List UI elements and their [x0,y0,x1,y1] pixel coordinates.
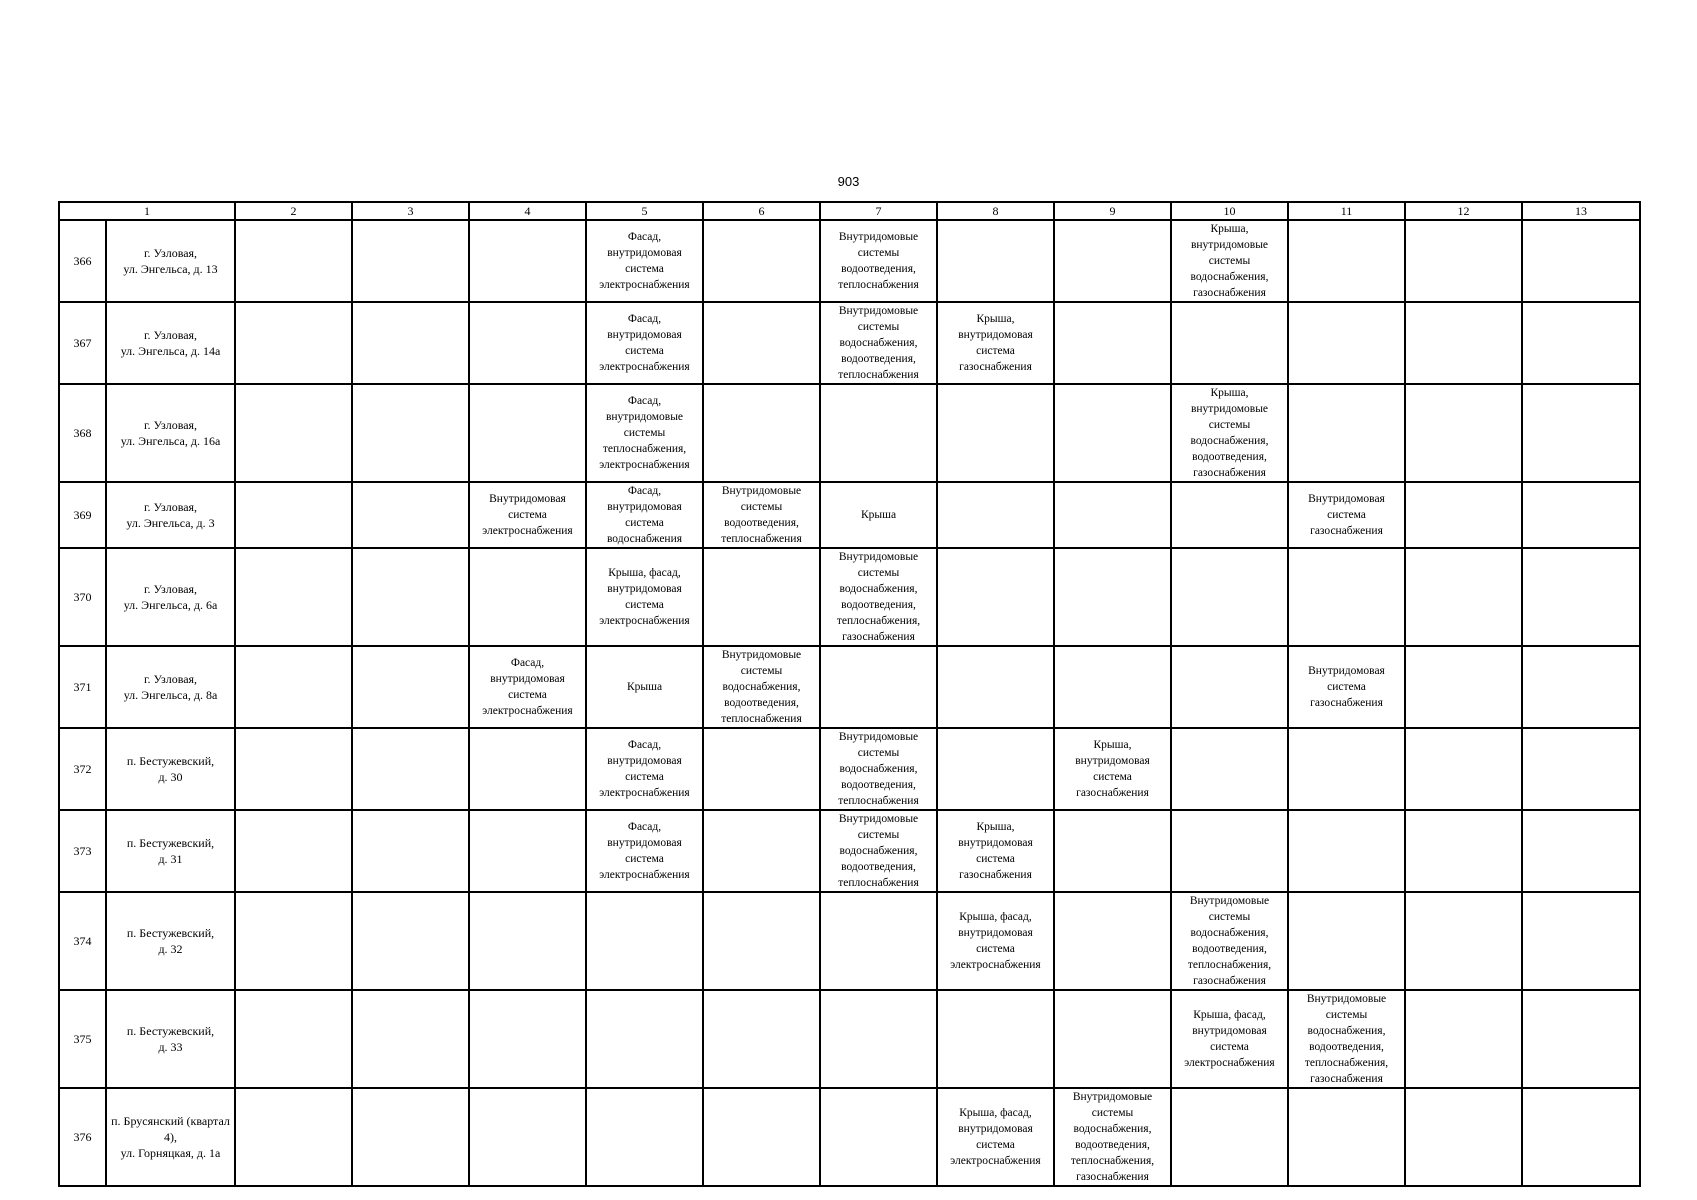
work-cell: Внутридомовые системы водоснабжения, водоотведения, теплоснабжения, газоснабжения [820,548,937,646]
column-header: 1 [59,202,235,220]
work-cell: Фасад, внутридомовая система электроснабжения [586,728,703,810]
work-cell [1405,990,1522,1088]
work-cell: Внутридомовые системы водоснабжения, водоотведения, теплоснабжения [820,302,937,384]
table-row [59,548,1640,646]
work-cell: Фасад, внутридомовая система электроснабжения [586,220,703,302]
work-cell [352,728,469,810]
work-cell [1288,384,1405,482]
work-cell: Крыша, фасад, внутридомовая система электроснабжения [937,1088,1054,1186]
work-cell [235,990,352,1088]
table-row [59,384,1640,482]
work-cell [1522,892,1640,990]
work-cell [1405,220,1522,302]
work-cell [352,384,469,482]
work-cell [1171,482,1288,548]
work-cell [1522,728,1640,810]
work-cell: Фасад, внутридомовая система электроснабжения [586,810,703,892]
address-cell: г. Узловая, ул. Энгельса, д. 13 [106,220,235,302]
work-cell [820,990,937,1088]
work-cell [703,220,820,302]
work-cell [235,548,352,646]
column-header: 5 [586,202,703,220]
work-cell [469,220,586,302]
row-number: 373 [59,810,106,892]
work-cell [937,220,1054,302]
work-cell: Внутридомовые системы водоснабжения, водоотведения, теплоснабжения [703,646,820,728]
work-cell [235,302,352,384]
table-row [59,302,1640,384]
work-cell [1405,302,1522,384]
work-cell: Внутридомовая система газоснабжения [1288,482,1405,548]
work-cell [235,892,352,990]
work-cell [469,728,586,810]
work-cell [1054,302,1171,384]
row-number: 370 [59,548,106,646]
work-cell: Крыша [586,646,703,728]
work-cell: Внутридомовые системы водоотведения, теплоснабжения [820,220,937,302]
work-cell [1522,548,1640,646]
work-cell [1171,810,1288,892]
column-header: 13 [1522,202,1640,220]
work-cell [1522,482,1640,548]
work-cell: Внутридомовые системы водоснабжения, водоотведения, теплоснабжения, газоснабжения [1171,892,1288,990]
work-cell [469,810,586,892]
work-cell [1405,646,1522,728]
row-number: 367 [59,302,106,384]
work-cell: Крыша, фасад, внутридомовая система электроснабжения [586,548,703,646]
capital-repair-table [58,201,1641,1187]
work-cell [1288,1088,1405,1186]
column-header: 11 [1288,202,1405,220]
work-cell [1171,302,1288,384]
address-cell: п. Бестужевский, д. 31 [106,810,235,892]
work-cell [937,646,1054,728]
work-cell [1054,384,1171,482]
work-cell [469,990,586,1088]
work-cell [469,548,586,646]
address-cell: п. Брусянский (квартал 4), ул. Горняцкая, д. 1а [106,1088,235,1186]
work-cell: Крыша, внутридомовые системы водоснабжения, газоснабжения [1171,220,1288,302]
work-cell [1405,1088,1522,1186]
work-cell [1405,892,1522,990]
work-cell [1171,728,1288,810]
work-cell [937,548,1054,646]
column-header: 7 [820,202,937,220]
work-cell [235,728,352,810]
work-cell [820,646,937,728]
work-cell [586,892,703,990]
work-cell [703,1088,820,1186]
work-cell [1054,892,1171,990]
work-cell: Внутридомовые системы водоотведения, теплоснабжения [703,482,820,548]
row-number: 375 [59,990,106,1088]
work-cell [820,892,937,990]
row-number: 374 [59,892,106,990]
work-cell: Фасад, внутридомовая система электроснабжения [469,646,586,728]
work-cell: Крыша, внутридомовая система газоснабжения [1054,728,1171,810]
row-number: 371 [59,646,106,728]
work-cell [1405,810,1522,892]
work-cell [1405,728,1522,810]
work-cell [1054,548,1171,646]
table-row [59,728,1640,810]
work-cell [1288,548,1405,646]
work-cell: Крыша, внутридомовые системы водоснабжения, водоотведения, газоснабжения [1171,384,1288,482]
work-cell [469,384,586,482]
work-cell: Крыша, фасад, внутридомовая система электроснабжения [1171,990,1288,1088]
work-cell [1522,302,1640,384]
work-cell [352,220,469,302]
work-cell [235,482,352,548]
work-cell [235,1088,352,1186]
work-cell [937,482,1054,548]
work-cell [1288,810,1405,892]
work-cell: Внутридомовые системы водоснабжения, водоотведения, теплоснабжения [820,810,937,892]
work-cell [1171,1088,1288,1186]
work-cell [1054,646,1171,728]
table-row [59,990,1640,1088]
work-cell [469,892,586,990]
table-row [59,1088,1640,1186]
work-cell [937,990,1054,1088]
work-cell [1054,482,1171,548]
work-cell: Крыша [820,482,937,548]
work-cell [1288,220,1405,302]
work-cell: Крыша, внутридомовая система газоснабжения [937,810,1054,892]
work-cell [1054,220,1171,302]
work-cell [352,548,469,646]
work-cell [1054,990,1171,1088]
column-header: 12 [1405,202,1522,220]
work-cell [1522,220,1640,302]
work-cell [703,728,820,810]
work-cell [703,810,820,892]
work-cell [1405,548,1522,646]
work-cell: Крыша, внутридомовая система газоснабжения [937,302,1054,384]
work-cell [586,990,703,1088]
address-cell: п. Бестужевский, д. 33 [106,990,235,1088]
work-cell [469,302,586,384]
work-cell [703,302,820,384]
row-number: 368 [59,384,106,482]
work-cell: Фасад, внутридомовая система водоснабжения [586,482,703,548]
work-cell [1522,384,1640,482]
work-cell [1522,990,1640,1088]
row-number: 369 [59,482,106,548]
address-cell: г. Узловая, ул. Энгельса, д. 16а [106,384,235,482]
address-cell: г. Узловая, ул. Энгельса, д. 6а [106,548,235,646]
work-cell [1405,482,1522,548]
column-header: 10 [1171,202,1288,220]
work-cell [1522,646,1640,728]
work-cell [235,646,352,728]
work-cell [352,810,469,892]
table-row [59,892,1640,990]
table-row [59,482,1640,548]
page-number: 903 [837,174,860,189]
work-cell [469,1088,586,1186]
table-row [59,220,1640,302]
column-header: 4 [469,202,586,220]
column-header: 6 [703,202,820,220]
table-row [59,810,1640,892]
row-number: 372 [59,728,106,810]
address-cell: г. Узловая, ул. Энгельса, д. 14а [106,302,235,384]
work-cell [703,384,820,482]
work-cell [1171,646,1288,728]
work-cell: Внутридомовые системы водоснабжения, водоотведения, теплоснабжения [820,728,937,810]
work-cell [352,892,469,990]
column-header: 8 [937,202,1054,220]
work-cell [937,728,1054,810]
work-cell [703,548,820,646]
column-header: 3 [352,202,469,220]
work-cell: Внутридомовые системы водоснабжения, водоотведения, теплоснабжения, газоснабжения [1054,1088,1171,1186]
column-number-row [59,202,1640,220]
work-cell [703,892,820,990]
work-cell [703,990,820,1088]
work-cell [1054,810,1171,892]
work-cell [1288,302,1405,384]
work-cell [1522,810,1640,892]
row-number: 376 [59,1088,106,1186]
work-cell [352,990,469,1088]
work-cell [352,646,469,728]
work-cell [1288,728,1405,810]
address-cell: г. Узловая, ул. Энгельса, д. 8а [106,646,235,728]
work-cell [352,302,469,384]
work-cell [1288,892,1405,990]
work-cell [820,1088,937,1186]
address-cell: п. Бестужевский, д. 30 [106,728,235,810]
work-cell [352,1088,469,1186]
table-row [59,646,1640,728]
work-cell [586,1088,703,1186]
work-cell: Крыша, фасад, внутридомовая система электроснабжения [937,892,1054,990]
address-cell: п. Бестужевский, д. 32 [106,892,235,990]
work-cell [235,384,352,482]
address-cell: г. Узловая, ул. Энгельса, д. 3 [106,482,235,548]
work-cell [937,384,1054,482]
column-header: 9 [1054,202,1171,220]
work-cell [352,482,469,548]
work-cell: Внутридомовая система электроснабжения [469,482,586,548]
work-cell [1405,384,1522,482]
work-cell: Фасад, внутридомовая система электроснабжения [586,302,703,384]
work-cell [235,220,352,302]
column-header: 2 [235,202,352,220]
work-cell: Фасад, внутридомовые системы теплоснабжения, электроснабжения [586,384,703,482]
work-cell [1171,548,1288,646]
work-cell [820,384,937,482]
work-cell [235,810,352,892]
row-number: 366 [59,220,106,302]
work-cell: Внутридомовые системы водоснабжения, водоотведения, теплоснабжения, газоснабжения [1288,990,1405,1088]
work-cell: Внутридомовая система газоснабжения [1288,646,1405,728]
work-cell [1522,1088,1640,1186]
